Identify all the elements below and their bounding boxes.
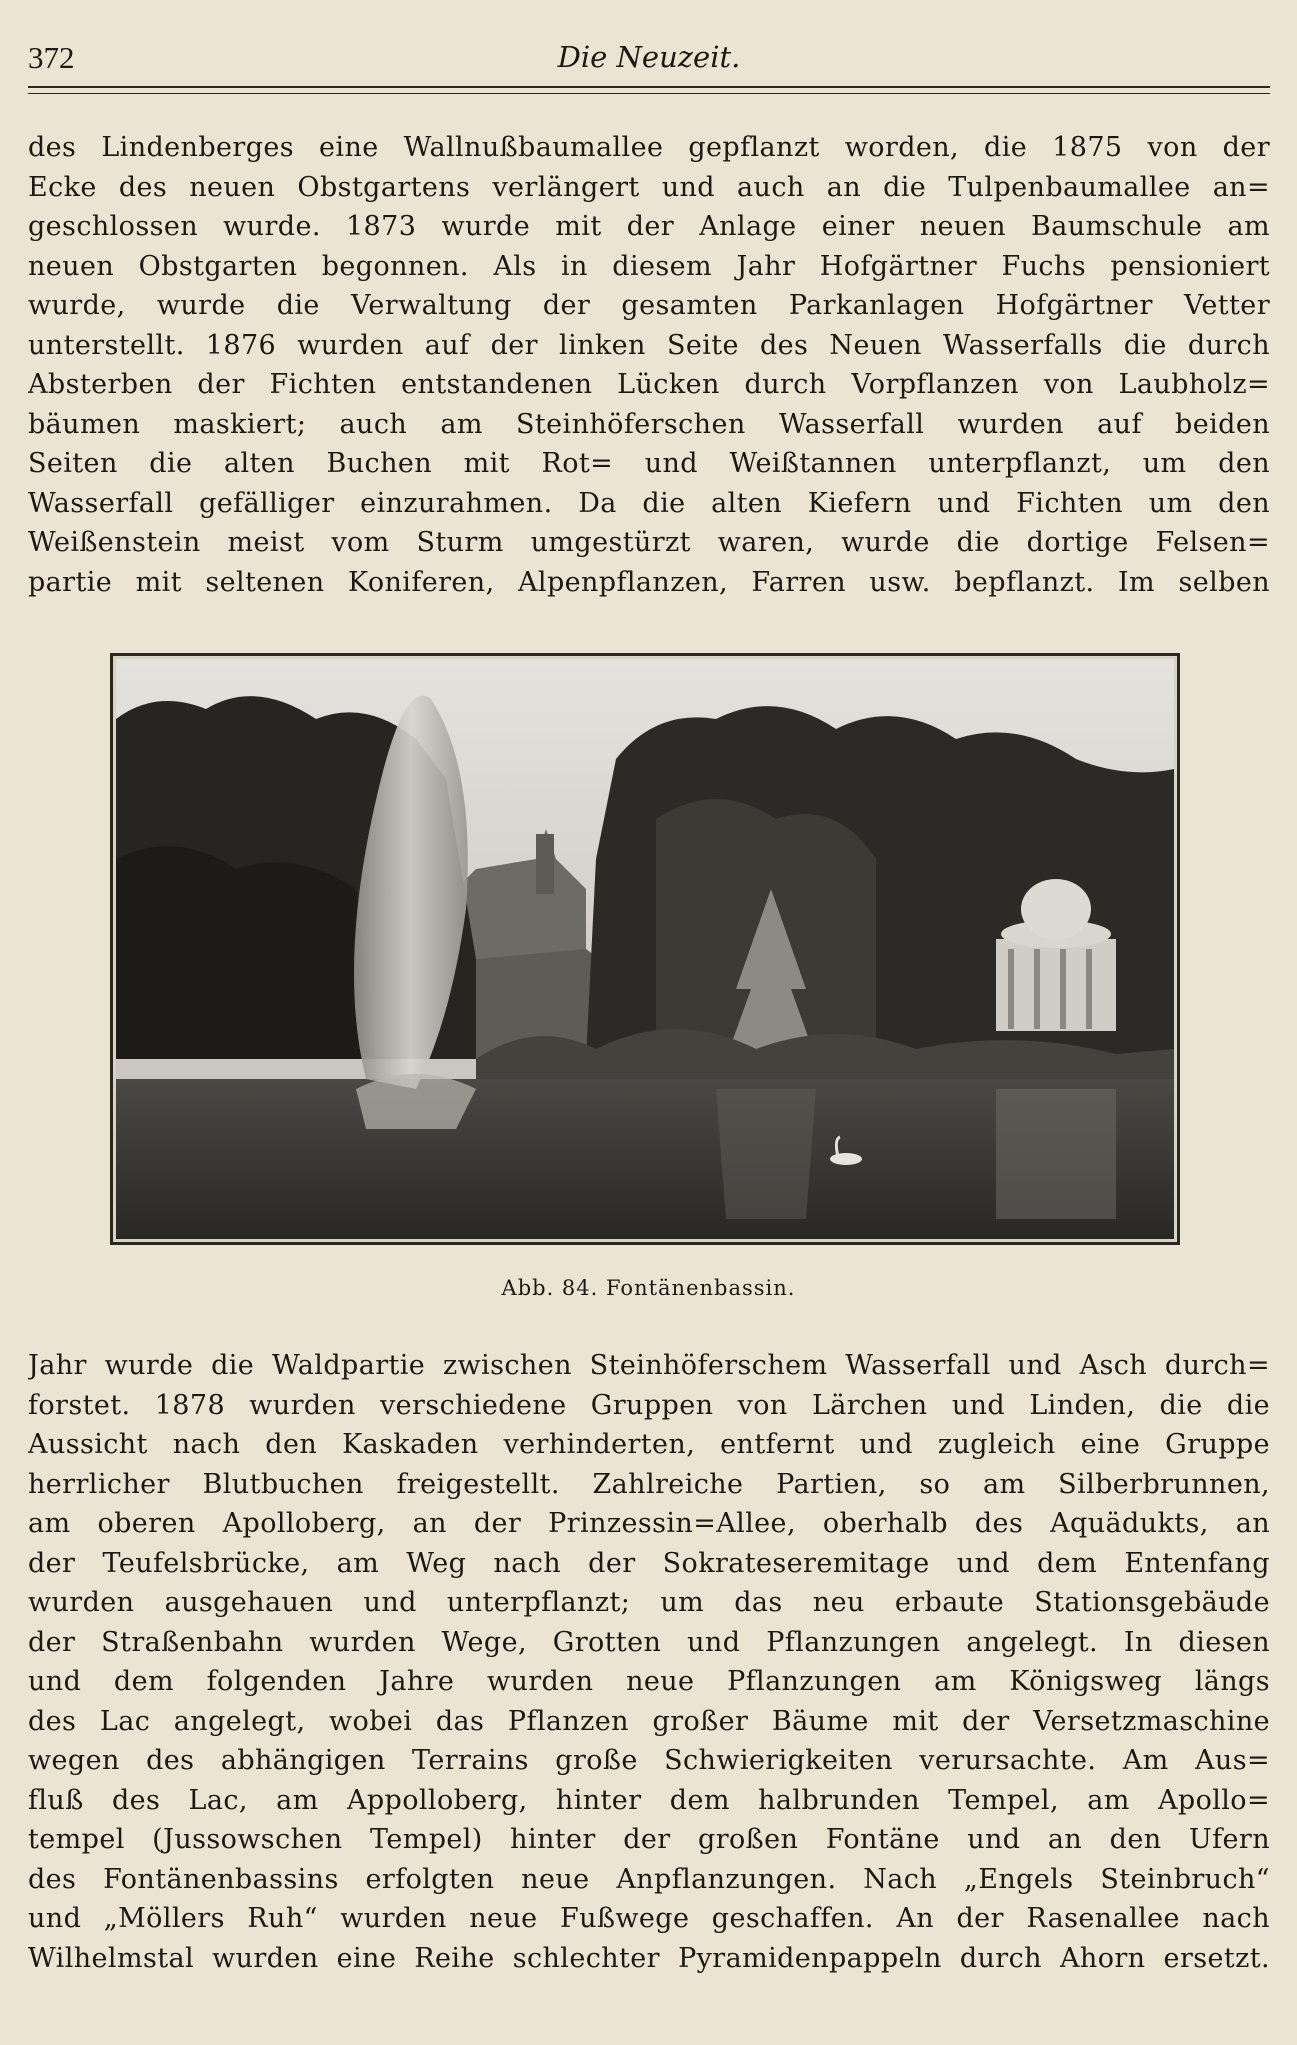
running-title: Die Neuzeit.: [557, 40, 741, 74]
text-line: wurde, wurde die Verwaltung der gesamten Parkanlagen Hofgärtner Vetter: [28, 290, 1270, 321]
text-line: partie mit seltenen Koniferen, Alpenpflanzen, Farren usw. bepflanzt. Im selben: [28, 566, 1270, 598]
text-line: wegen des abhängigen Terrains große Schwierigkeiten verursachte. Am Aus=: [28, 1745, 1270, 1776]
text-line: Wilhelmstal wurden eine Reihe schlechter Pyramidenpappeln durch Ahorn ersetzt.: [28, 1942, 1270, 1974]
text-line: wurden ausgehauen und unterpflanzt; um das neu erbaute Stationsgebäude: [28, 1587, 1270, 1618]
text-line: geschlossen wurde. 1873 wurde mit der Anlage einer neuen Baumschule am: [28, 211, 1270, 242]
text-line: herrlicher Blutbuchen freigestellt. Zahlreiche Partien, so am Silberbrunnen,: [28, 1468, 1270, 1500]
text-line: und dem folgenden Jahre wurden neue Pflanzungen am Königsweg längs: [28, 1666, 1270, 1697]
text-line: Wasserfall gefälliger einzurahmen. Da die alten Kiefern und Fichten um den: [28, 487, 1270, 519]
text-line: Weißenstein meist vom Sturm umgestürzt waren, wurde die dortige Felsen=: [28, 527, 1270, 558]
text-line: Absterben der Fichten entstandenen Lücken durch Vorpflanzen von Laubholz=: [28, 369, 1270, 400]
text-line: Ecke des neuen Obstgartens verlängert und auch an die Tulpenbaumallee an=: [28, 171, 1270, 203]
text-line: des Fontänenbassins erfolgten neue Anpflanzungen. Nach „Engels Steinbruch“: [28, 1863, 1270, 1895]
page-number: 372: [28, 40, 75, 75]
text-line: und „Möllers Ruh“ wurden neue Fußwege geschaffen. An der Rasenallee nach: [28, 1903, 1270, 1934]
text-line: Aussicht nach den Kaskaden verhinderten, entfernt und zugleich eine Gruppe: [28, 1429, 1270, 1460]
text-line: am oberen Apolloberg, an der Prinzessin=Allee, oberhalb des Aquädukts, an: [28, 1508, 1270, 1539]
header-rule-thin: [28, 93, 1270, 94]
text-line: Jahr wurde die Waldpartie zwischen Steinhöferschem Wasserfall und Asch durch=: [28, 1350, 1270, 1381]
figure-photo-fountain-basin: [110, 653, 1180, 1245]
paragraph-bottom: [28, 1346, 1270, 1978]
text-line: der Teufelsbrücke, am Weg nach der Sokrateseremitage und dem Entenfang: [28, 1547, 1270, 1579]
text-line: forstet. 1878 wurden verschiedene Gruppen von Lärchen und Linden, die die: [28, 1389, 1270, 1421]
text-line: unterstellt. 1876 wurden auf der linken Seite des Neuen Wasserfalls die durch: [28, 329, 1270, 361]
text-line: der Straßenbahn wurden Wege, Grotten und Pflanzungen angelegt. In diesen: [28, 1626, 1270, 1658]
fountain-photo-illustration: [116, 659, 1174, 1239]
page-header: [28, 40, 1270, 80]
header-rule-thick: [28, 86, 1270, 88]
text-line: fluß des Lac, am Appolloberg, hinter dem halbrunden Tempel, am Apollo=: [28, 1784, 1270, 1816]
text-line: des Lac angelegt, wobei das Pflanzen großer Bäume mit der Versetzmaschine: [28, 1705, 1270, 1737]
paragraph-top: [28, 128, 1270, 602]
text-line: bäumen maskiert; auch am Steinhöferschen Wasserfall wurden auf beiden: [28, 408, 1270, 440]
figure-caption: Abb. 84. Fontänenbassin.: [501, 1276, 796, 1300]
text-line: des Lindenberges eine Wallnußbaumallee gepflanzt worden, die 1875 von der: [28, 132, 1270, 163]
text-line: neuen Obstgarten begonnen. Als in diesem Jahr Hofgärtner Fuchs pensioniert: [28, 250, 1270, 282]
text-line: Seiten die alten Buchen mit Rot= und Weißtannen unterpflanzt, um den: [28, 448, 1270, 479]
text-line: tempel (Jussowschen Tempel) hinter der großen Fontäne und an den Ufern: [28, 1824, 1270, 1855]
